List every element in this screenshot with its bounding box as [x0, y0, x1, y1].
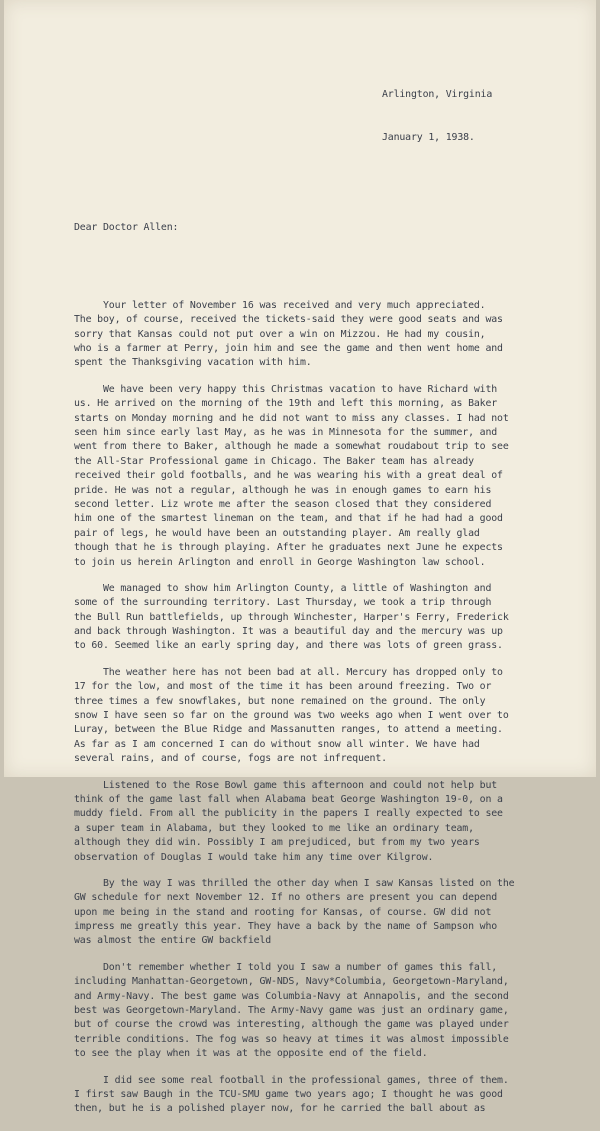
paragraph-line: GW schedule for next November 12. If no others are present you can depend — [74, 892, 498, 904]
paragraph-line: Luray, between the Blue Ridge and Massanutten ranges, to attend a meeting. — [74, 724, 503, 736]
paragraph-line: a super team in Alabama, but they looked to me like an ordinary team, — [74, 822, 474, 834]
paragraph-line: three times a few snowflakes, but none remained on the ground. The only — [74, 695, 486, 707]
paragraph-line: to see the play when it was at the opposite end of the field. — [74, 1048, 428, 1060]
letter-paragraph — [74, 961, 596, 1062]
paragraph-line: pride. He was not a regular, although he was in enough games to earn his — [74, 484, 492, 496]
paragraph-line: and Army-Navy. The best game was Columbia-Navy at Annapolis, and the second — [74, 990, 509, 1002]
paragraph-line: Don't remember whether I told you I saw a number of games this fall, — [74, 961, 498, 973]
paragraph-line: starts on Monday morning and he did not want to miss any classes. I had not — [74, 412, 509, 424]
paragraph-line: several rains, and of course, fogs are not infrequent. — [74, 753, 387, 765]
paragraph-line: though that he is through playing. After he graduates next June he expects — [74, 542, 503, 554]
paragraph-line: spent the Thanksgiving vacation with him. — [74, 357, 312, 369]
paragraph-line: As far as I am concerned I can do without snow all winter. We have had — [74, 738, 480, 750]
paragraph-line: and back through Washington. It was a beautiful day and the mercury was up — [74, 626, 503, 638]
paragraph-line: best was Georgetown-Maryland. The Army-Navy game was just an ordinary game, — [74, 1005, 509, 1017]
paragraph-line: the Bull Run battlefields, up through Winchester, Harper's Ferry, Frederick — [74, 611, 509, 623]
letter-page — [74, 0, 596, 1115]
paragraph-line: Your letter of November 16 was received and very much appreciated. — [74, 299, 486, 311]
letter-paragraph — [74, 383, 596, 570]
paragraph-line: seen him since early last May, as he was in Minnesota for the summer, and — [74, 426, 498, 438]
paragraph-line: The boy, of course, received the tickets-said they were good seats and was — [74, 314, 503, 326]
paragraph-line: although they did win. Possibly I am prejudiced, but from my two years — [74, 837, 480, 849]
paragraph-line: The weather here has not been bad at all. Mercury has dropped only to — [74, 666, 503, 678]
paragraph-line: him one of the smartest lineman on the team, and that if he had had a good — [74, 513, 503, 525]
paragraph-line: to 60. Seemed like an early spring day, and there was lots of green grass. — [74, 640, 503, 652]
letter-place: Arlington, Virginia — [382, 88, 493, 100]
paragraph-line: went from there to Baker, although he made a somewhat roudabout trip to see — [74, 441, 509, 453]
letter-paragraph — [74, 779, 596, 865]
paragraph-line: terrible conditions. The fog was so heavy at times it was almost impossible — [74, 1033, 509, 1045]
paragraph-line: who is a farmer at Perry, join him and see the game and then went home and — [74, 343, 503, 355]
paragraph-line: but of course the crowd was interesting, although the game was played under — [74, 1019, 509, 1031]
paragraph-line: 17 for the low, and most of the time it has been around freezing. Two or — [74, 681, 492, 693]
letter-body — [74, 299, 596, 1117]
paragraph-line: snow I have seen so far on the ground was two weeks ago when I went over to — [74, 710, 509, 722]
paragraph-line: then, but he is a polished player now, for he carried the ball about as — [74, 1103, 486, 1115]
paragraph-line: observation of Douglas I would take him any time over Kilgrow. — [74, 851, 434, 863]
paragraph-line: I first saw Baugh in the TCU-SMU game two years ago; I thought he was good — [74, 1089, 503, 1100]
paragraph-line: some of the surrounding territory. Last Thursday, we took a trip through — [74, 597, 492, 609]
paragraph-line: to join us herein Arlington and enroll in George Washington law school. — [74, 556, 486, 568]
salutation: Dear Doctor Allen: — [74, 221, 179, 233]
paragraph-line: including Manhattan-Georgetown, GW-NDS, Navy*Columbia, Georgetown-Maryland, — [74, 976, 509, 988]
letter-paragraph — [74, 1074, 596, 1117]
paragraph-line: received their gold footballs, and he was wearing his with a great deal of — [74, 470, 503, 482]
paragraph-line: second letter. Liz wrote me after the season closed that they considered — [74, 498, 492, 510]
paragraph-line: impress me greatly this year. They have a back by the name of Sampson who — [74, 921, 498, 933]
paragraph-line: We have been very happy this Christmas vacation to have Richard with — [74, 383, 498, 395]
paragraph-line: us. He arrived on the morning of the 19th and left this morning, as Baker — [74, 398, 498, 410]
paragraph-line: Listened to the Rose Bowl game this afternoon and could not help but — [74, 779, 498, 791]
paragraph-line: think of the game last fall when Alabama beat George Washington 19-0, on a — [74, 793, 503, 805]
letter-paragraph — [74, 666, 596, 767]
letter-date: January 1, 1938. — [382, 131, 475, 143]
paragraph-line: pair of legs, he would have been an outstanding player. Am really glad — [74, 527, 480, 539]
paragraph-line: I did see some real football in the professional games, three of them. — [74, 1074, 509, 1086]
letter-paragraph — [74, 582, 596, 654]
letter-paragraph — [74, 299, 596, 371]
paragraph-line: the All-Star Professional game in Chicago. The Baker team has already — [74, 455, 474, 467]
paragraph-line: We managed to show him Arlington County, a little of Washington and — [74, 582, 492, 594]
paragraph-line: sorry that Kansas could not put over a win on Mizzou. He had my cousin, — [74, 328, 486, 340]
paragraph-line: upon me being in the stand and rooting for Kansas, of course. GW did not — [74, 906, 492, 918]
paragraph-line: muddy field. From all the publicity in the papers I really expected to see — [74, 808, 503, 820]
paragraph-line: By the way I was thrilled the other day when I saw Kansas listed on the — [74, 877, 515, 889]
letter-paragraph — [74, 877, 596, 949]
paragraph-line: was almost the entire GW backfield — [74, 935, 272, 947]
